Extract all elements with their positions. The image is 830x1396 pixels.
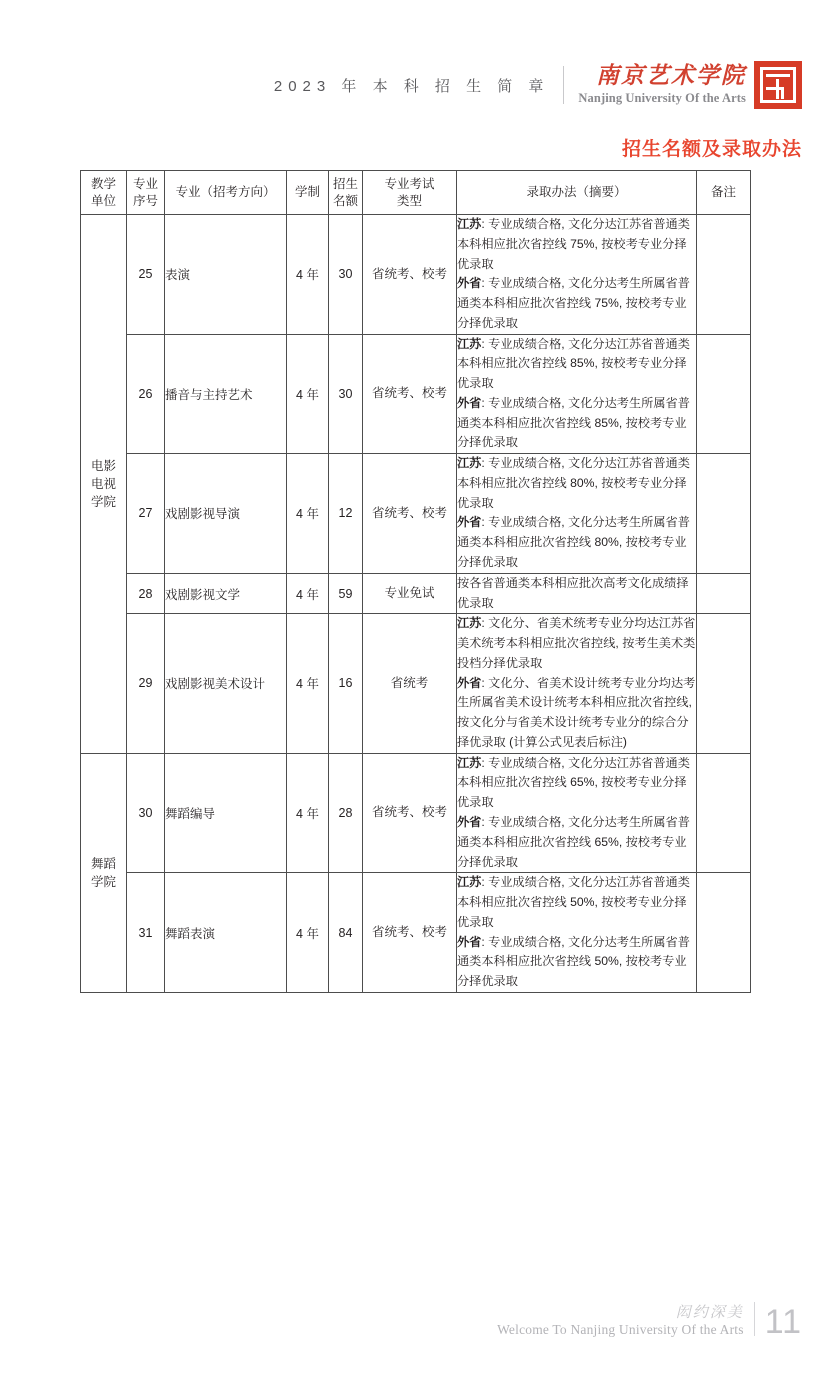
cell-quota: 30	[329, 334, 363, 454]
admission-method-line: 江苏: 专业成绩合格, 文化分达江苏省普通类本科相应批次省控线 65%, 按校考专业分择优录取	[457, 755, 690, 810]
cell-years: 4 年	[287, 454, 329, 574]
table-row	[81, 573, 751, 614]
footer-welcome-en: Welcome To Nanjing University Of the Arts	[497, 1322, 744, 1337]
brand-name-cn: 南京艺术学院	[596, 63, 746, 89]
admission-method-region-label: 外省	[457, 934, 482, 949]
cell-major-no: 26	[127, 334, 165, 454]
admission-method-line: 江苏: 专业成绩合格, 文化分达江苏省普通类本科相应批次省控线 85%, 按校考专业分择优录取	[457, 336, 690, 391]
admission-method-region-label: 外省	[457, 675, 482, 690]
cell-quota: 12	[329, 454, 363, 574]
cell-quota: 16	[329, 614, 363, 753]
cell-quota: 84	[329, 873, 363, 993]
cell-years: 4 年	[287, 334, 329, 454]
admission-method-line: 江苏: 专业成绩合格, 文化分达江苏省普通类本科相应批次省控线 50%, 按校考专业分择优录取	[457, 875, 690, 929]
page-number: 11	[764, 1302, 802, 1341]
footer-motto-cn: 闳约深美	[675, 1304, 744, 1321]
admission-method-region-label: 外省	[457, 515, 482, 530]
admission-method-line: 外省: 专业成绩合格, 文化分达考生所属省普通类本科相应批次省控线 50%, 按校考专业分择优录取	[457, 934, 690, 989]
cell-major-name: 表演	[165, 215, 287, 335]
column-header-exam-type-line1: 专业考试	[384, 177, 435, 191]
footer-text-block	[497, 1305, 744, 1339]
cell-years: 4 年	[287, 753, 329, 873]
cell-exam-type: 省统考、校考	[363, 873, 457, 993]
admission-method-region-label: 外省	[457, 395, 482, 410]
cell-admission-method	[457, 753, 697, 873]
column-header-no	[127, 171, 165, 215]
cell-years: 4 年	[287, 614, 329, 753]
cell-years: 4 年	[287, 873, 329, 993]
cell-admission-method	[457, 454, 697, 574]
admissions-table-wrapper	[80, 170, 750, 993]
cell-remark	[697, 873, 751, 993]
section-title: 招生名额及录取办法	[621, 139, 802, 160]
admission-method-region-label: 江苏	[457, 616, 482, 631]
table-row	[81, 215, 751, 335]
cell-exam-type: 省统考、校考	[363, 215, 457, 335]
cell-major-no: 31	[127, 873, 165, 993]
page-header	[0, 54, 830, 116]
admission-method-region-label: 外省	[457, 814, 482, 829]
teaching-unit-line: 电影	[90, 458, 116, 473]
cell-major-name: 舞蹈表演	[165, 873, 287, 993]
column-header-no-line2: 序号	[132, 193, 158, 208]
cell-teaching-unit	[81, 215, 127, 754]
cell-remark	[697, 215, 751, 335]
cell-admission-method	[457, 614, 697, 753]
column-header-years: 学制	[287, 171, 329, 215]
column-header-unit-line1: 教学	[90, 177, 116, 191]
cell-major-no: 27	[127, 454, 165, 574]
nua-seal-logo-icon	[754, 61, 802, 109]
cell-remark	[697, 334, 751, 454]
column-header-remark: 备注	[697, 171, 751, 215]
column-header-exam-type	[363, 171, 457, 215]
cell-admission-method	[457, 573, 697, 614]
admission-method-region-label: 江苏	[457, 217, 482, 231]
cell-quota: 30	[329, 215, 363, 335]
cell-major-name: 戏剧影视导演	[165, 454, 287, 574]
cell-remark	[697, 614, 751, 753]
page-footer	[0, 1302, 830, 1341]
teaching-unit-line: 电视	[90, 476, 116, 491]
admission-method-line: 外省: 专业成绩合格, 文化分达考生所属省普通类本科相应批次省控线 80%, 按校考专业分择优录取	[457, 515, 690, 570]
admission-method-region-label: 外省	[457, 276, 482, 291]
column-header-quota-line2: 名额	[332, 193, 358, 208]
cell-remark	[697, 753, 751, 873]
admission-method-line: 江苏: 专业成绩合格, 文化分达江苏省普通类本科相应批次省控线 80%, 按校考专业分择优录取	[457, 456, 690, 510]
teaching-unit-line: 学院	[90, 494, 116, 509]
teaching-unit-line: 学院	[90, 874, 116, 889]
cell-admission-method	[457, 873, 697, 993]
column-header-quota-line1: 招生	[332, 177, 358, 191]
brand-block	[578, 64, 746, 105]
table-row	[81, 334, 751, 454]
cell-admission-method	[457, 215, 697, 335]
page-header-title: 2023 年 本 科 招 生 简 章	[273, 77, 550, 95]
admission-method-region-label: 江苏	[457, 336, 482, 351]
admission-method-line: 外省: 专业成绩合格, 文化分达考生所属省普通类本科相应批次省控线 85%, 按校考专业分择优录取	[457, 395, 690, 450]
brand-name-en: Nanjing University Of the Arts	[578, 90, 746, 105]
cell-major-name: 播音与主持艺术	[165, 334, 287, 454]
cell-admission-method	[457, 334, 697, 454]
column-header-no-line1: 专业	[132, 177, 158, 191]
admission-method-line: 外省: 专业成绩合格, 文化分达考生所属省普通类本科相应批次省控线 65%, 按校考专业分择优录取	[457, 814, 690, 869]
cell-major-no: 28	[127, 573, 165, 614]
table-row	[81, 873, 751, 993]
cell-quota: 28	[329, 753, 363, 873]
cell-exam-type: 省统考、校考	[363, 454, 457, 574]
cell-major-name: 舞蹈编导	[165, 753, 287, 873]
header-divider	[563, 66, 564, 104]
cell-major-no: 30	[127, 753, 165, 873]
cell-remark	[697, 454, 751, 574]
cell-exam-type: 专业免试	[363, 573, 457, 614]
cell-major-name: 戏剧影视文学	[165, 573, 287, 614]
teaching-unit-line: 舞蹈	[90, 856, 116, 871]
table-row	[81, 753, 751, 873]
admission-method-region-label: 江苏	[457, 875, 482, 890]
cell-years: 4 年	[287, 215, 329, 335]
admissions-table-body	[81, 215, 751, 993]
column-header-exam-type-line2: 类型	[396, 193, 422, 208]
admissions-table	[80, 170, 751, 993]
table-row	[81, 454, 751, 574]
cell-exam-type: 省统考、校考	[363, 334, 457, 454]
table-header-row	[81, 171, 751, 215]
cell-teaching-unit	[81, 753, 127, 992]
column-header-unit-line2: 单位	[90, 193, 116, 208]
cell-quota: 59	[329, 573, 363, 614]
cell-years: 4 年	[287, 573, 329, 614]
admission-method-line: 外省: 专业成绩合格, 文化分达考生所属省普通类本科相应批次省控线 75%, 按校考专业分择优录取	[457, 276, 690, 330]
footer-divider	[754, 1302, 755, 1336]
column-header-major: 专业（招考方向）	[165, 171, 287, 215]
cell-exam-type: 省统考、校考	[363, 753, 457, 873]
column-header-quota	[329, 171, 363, 215]
column-header-method: 录取办法（摘要）	[457, 171, 697, 215]
admission-method-line: 按各省普通类本科相应批次高考文化成绩择优录取	[457, 575, 689, 610]
admission-method-line: 外省: 文化分、省美术设计统考专业分均达考生所属省美术设计统考本科相应批次省控线, 按文化分与省美术设计统考专业分的综合分择优录取 (计算公式见表后标注)	[457, 675, 696, 749]
table-row	[81, 614, 751, 753]
cell-remark	[697, 573, 751, 614]
admission-method-region-label: 江苏	[457, 456, 482, 471]
cell-major-no: 25	[127, 215, 165, 335]
cell-major-name: 戏剧影视美术设计	[165, 614, 287, 753]
admission-method-line: 江苏: 专业成绩合格, 文化分达江苏省普通类本科相应批次省控线 75%, 按校考专业分择优录取	[457, 217, 690, 271]
admission-method-line: 江苏: 文化分、省美术统考专业分均达江苏省美术统考本科相应批次省控线, 按考生美术类投档分择优录取	[457, 616, 696, 670]
cell-exam-type: 省统考	[363, 614, 457, 753]
column-header-unit	[81, 171, 127, 215]
admission-method-region-label: 江苏	[457, 755, 482, 770]
cell-major-no: 29	[127, 614, 165, 753]
